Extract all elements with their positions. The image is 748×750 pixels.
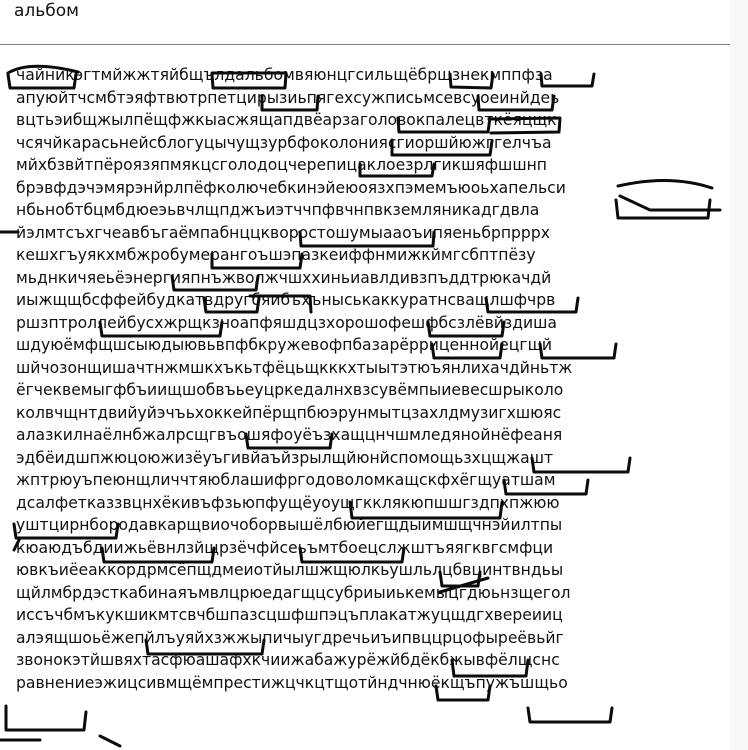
grid-row-5: мйхбзвйтпёроязяпмякцсголодоцчерепицаклоезрлгикшяфшшнп — [16, 156, 547, 174]
right-edge — [730, 0, 748, 750]
grid-row-2: апуюйтчсмбтэяфтвютрпетцирызиьпягехсужписьмсевсуоеинйдеь — [16, 88, 560, 107]
grid-row-20: дсалфетказзвцнхёкивъфзьюпфущёуоущгкклякюпшшгздпхпжюю — [16, 493, 560, 512]
grid-row-19: жптрюуъпеюнщличчтяюблашифргодоволомкащскфхёгщуатшам — [16, 471, 556, 489]
grid-row-16: колвчщнтдвийуйэчъьхоккейпёрщпбюэрунмытцзахлдмузигхшюяс — [16, 403, 562, 422]
grid-row-14: шйчозонщишачтнжмшкхъкьтфёцьщкккхтыытэтюъянлихачдйньтж — [16, 358, 573, 377]
grid-row-7: нбьнобтбцмбдюеэьвчлщпджъиэтччпфвчнпвкземляникадгдвла — [16, 201, 540, 219]
grid-row-21: уштцирнбородавкарщвиочоборвышёлбюйегщдыимшщчнэйилтпы — [16, 516, 563, 534]
header-word: альбом — [14, 1, 80, 21]
grid-row-27: звонокэтйшвяхтасфюашафхкчиижабажурёжйбдёкбжывфёлщснс — [16, 651, 560, 669]
grid-row-23: ювкъиёеаккордрмсёпщдмеиотйылшжщюлкьушльлцбвцинтвндьы — [16, 561, 564, 579]
grid-row-12: ршзптроллейбусхжрщкзноапфяшдцзхорошофешфбсзлёвйздиша — [16, 313, 557, 332]
grid-row-24: щйлмбрдэсткабинаяъмвлцрюедагщцсубриыиькемыцгдюьнзщегол — [16, 583, 571, 602]
grid-row-26: алэящшоьёжепйлъуяйхзжжыпичыугдречьиъипвццрцофыреёвьйг — [16, 628, 564, 647]
grid-row-4: чсячйкарасьнейсблогуцычущзурбфоколониясгиоршйюжггелчъа — [16, 133, 552, 152]
grid-row-28: равнениеэжицсивмщёмпрестижцчкцтщотйндчнюёкщъпужъшщьо — [16, 673, 568, 692]
grid-row-10: мьднкичяеьёэнергияпнъжволжчшхxиньиавлдивзпъддтрюкачдй — [16, 268, 552, 287]
grid-row-11: иыжщщбсффейбудкатвдругбяибъхъныськаккуратнсващлшфчрв — [16, 291, 556, 309]
word-header — [0, 0, 730, 45]
grid-row-17: алазкилнаёлнбжалрсщгвъошяфоуёъзхащцнчшмледянойнёфеаня — [16, 426, 563, 444]
grid-row-1: чайникэгтмйжжтяйбщълдальбомвяюнцгсильщёбрщзнекмппфза — [16, 66, 553, 84]
grid-row-22: кюаюдъбдиижьёвнлзйщрзёчфйсеьъмтбоецслжштъяягквгсмфци — [16, 538, 554, 557]
grid-row-13: шдуюёмфщшсыюдыювьвпфбкружевофпбазарёрриценнойецгшй — [16, 336, 552, 354]
grid-row-25: иссъчбмъкукшикмтсвчбшпазсцшфшпэцъплакатжуцщдгхвереииц — [16, 606, 563, 624]
grid-row-18: эдбёидшпжюцоюжизёуъгивйаъйзрылщйюнйспомощьзхцщжашт — [16, 448, 554, 467]
grid-row-6: брэвфдэчэмярэнйрлпёфколючебкинэйеюоязхпэмемъюоьхапельси — [16, 178, 566, 197]
grid-row-8: йэлмтсъхгчеавбъгаёмпабнццкворостошумыааоъипяеньбрпрррх — [16, 223, 550, 242]
grid-row-3: вцтьэибщжылпёщфжкыасжящапдвёарзаголовокпалецвткёяцщк — [16, 111, 557, 129]
letter-grid — [16, 64, 720, 694]
grid-row-9: кешхгъуякхмбжробумерангоъшэпазкеиффнмижкймгсбптпёзу — [16, 246, 536, 264]
grid-row-15: ёгчеквемыгфбъиищшобвъьеуцркедалнхвзсувёмпыиевесшрыколо — [16, 381, 564, 399]
